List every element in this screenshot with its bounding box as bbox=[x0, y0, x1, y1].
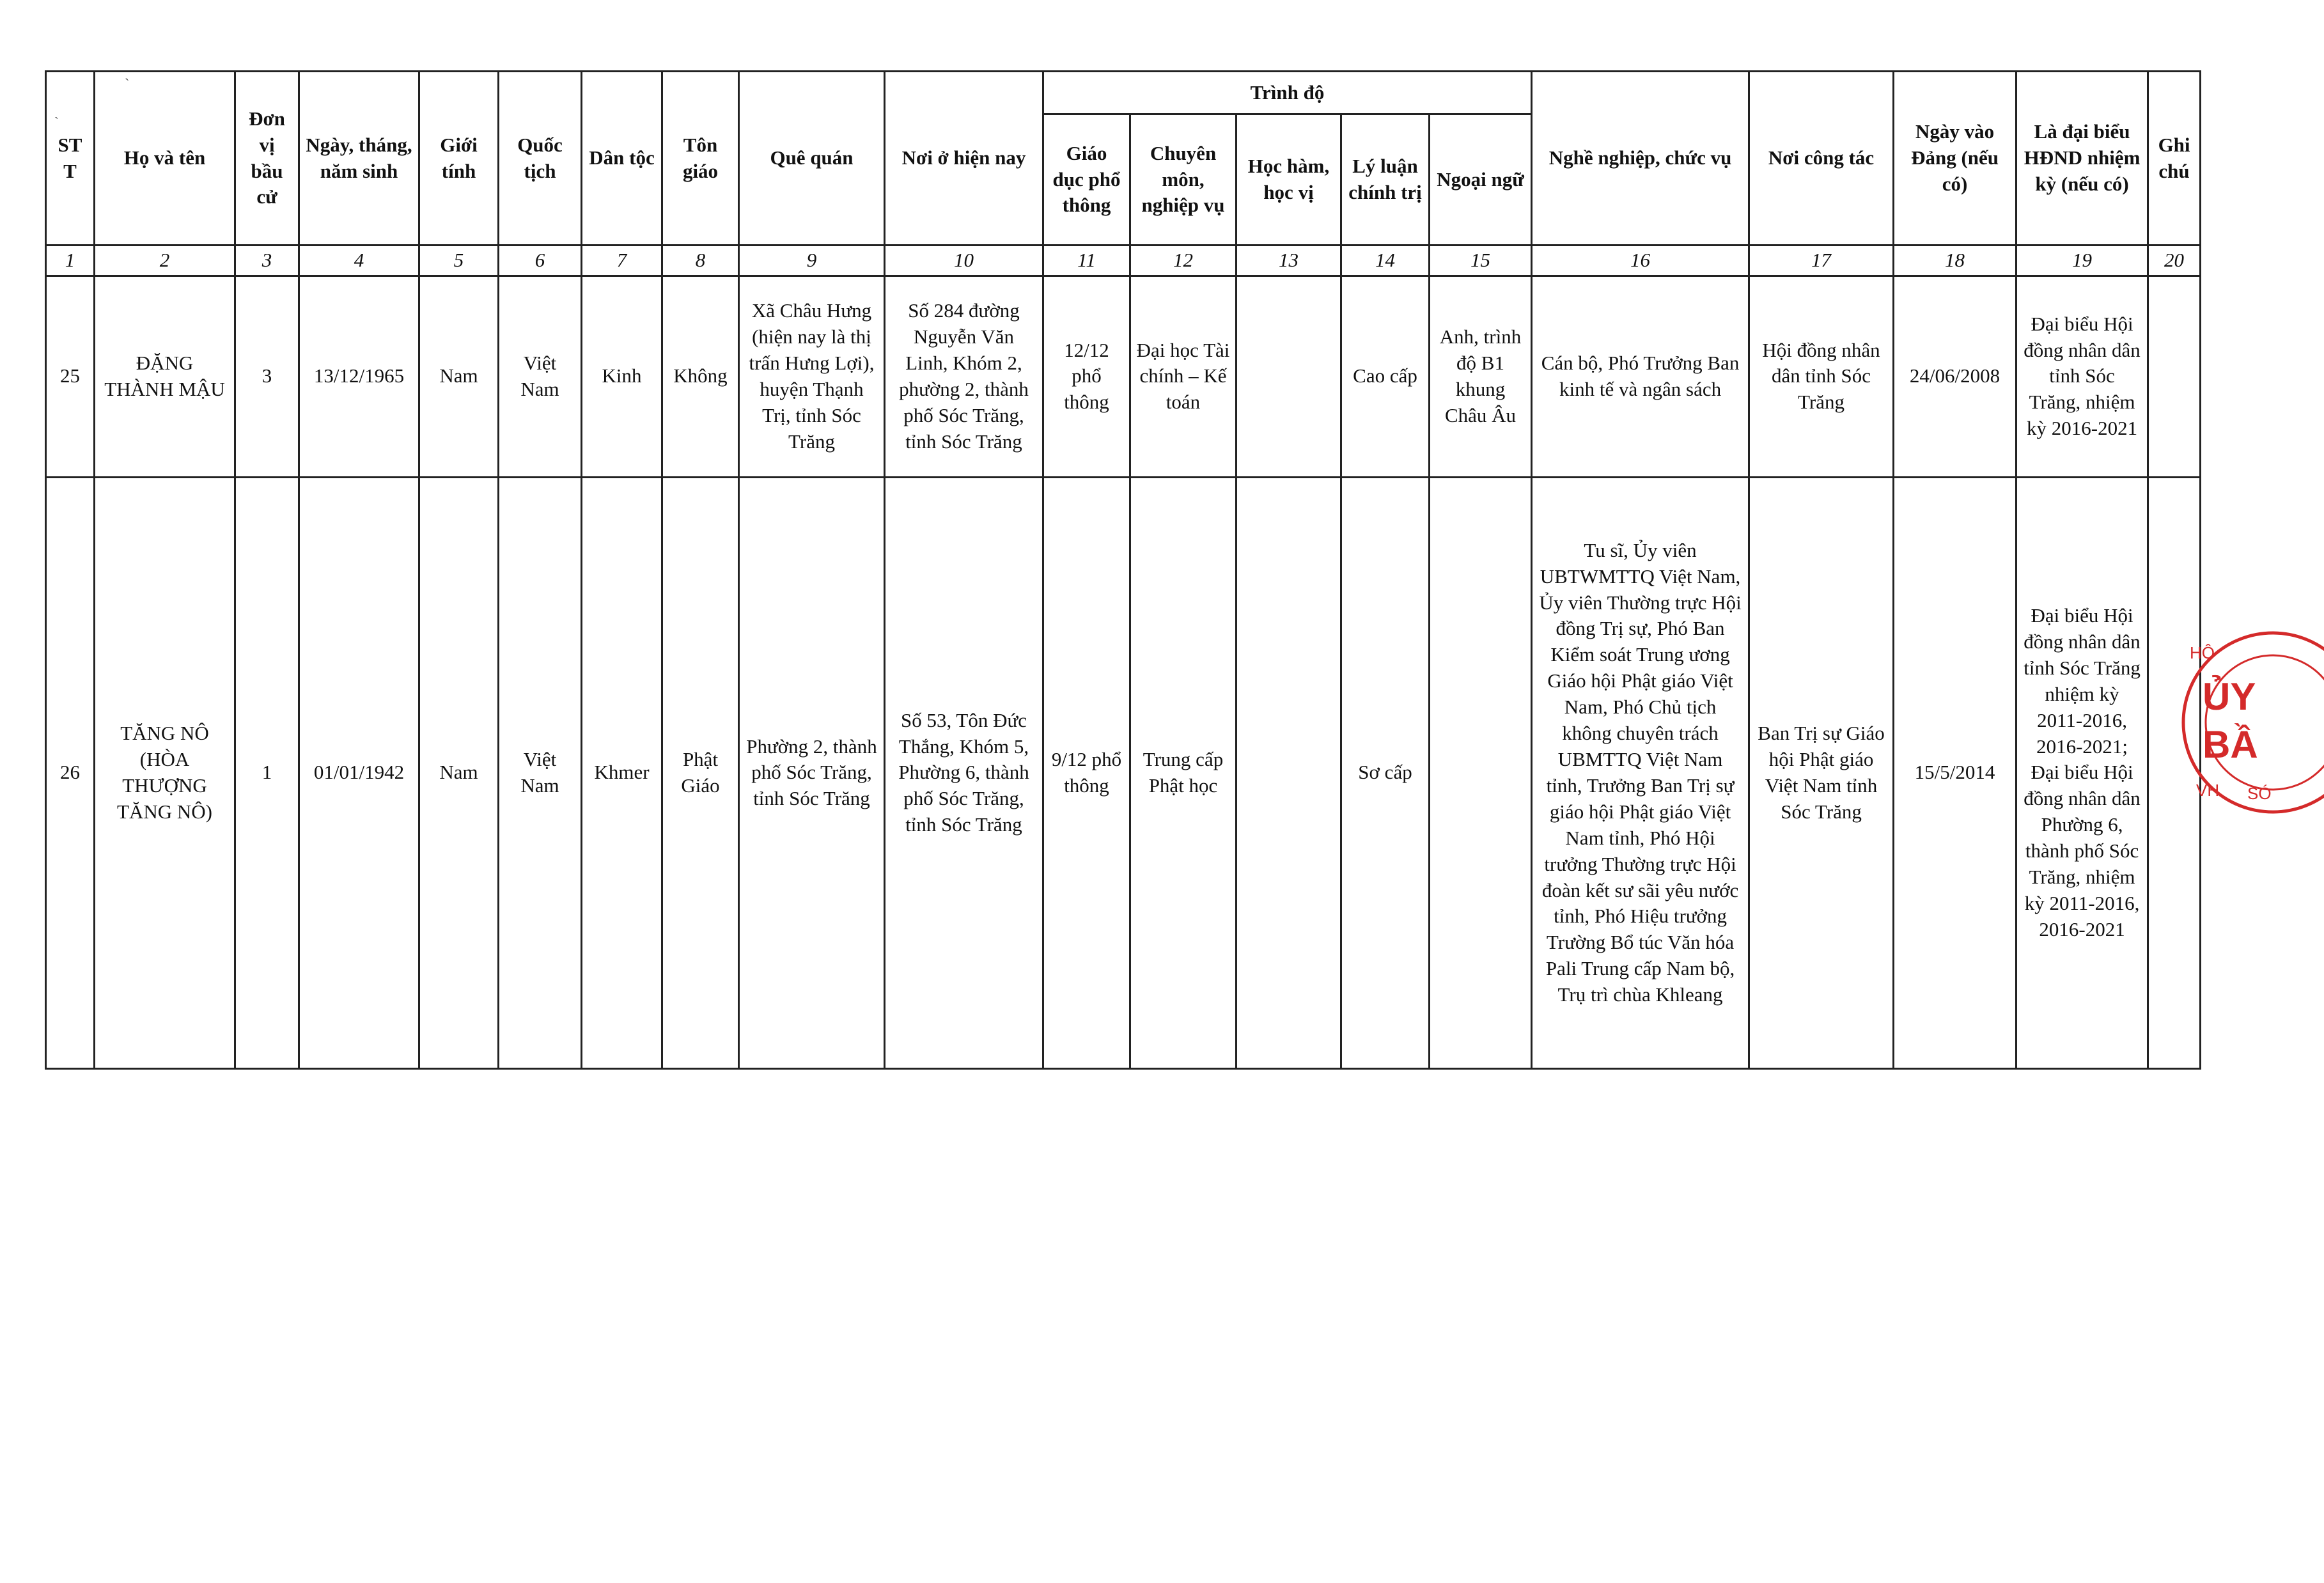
col-header-language: Ngoại ngữ bbox=[1430, 114, 1532, 246]
col-number: 3 bbox=[235, 246, 299, 276]
column-number-row bbox=[46, 246, 2201, 276]
col-header-council: Là đại biểu HĐND nhiệm kỳ (nếu có) bbox=[2016, 72, 2148, 246]
cell-gender: Nam bbox=[419, 276, 499, 477]
table-row bbox=[46, 276, 2201, 477]
cell-council: Đại biểu Hội đồng nhân dân tỉnh Sóc Trăng nhiệm kỳ 2011-2016, 2016-2021; Đại biểu Hội đồng nhân dân Phường 6, thành phố Sóc Trăng, nhiệm kỳ 2011-2016, 2016-2021 bbox=[2016, 477, 2148, 1068]
cell-politics: Cao cấp bbox=[1341, 276, 1430, 477]
cell-name: ĐẶNG THÀNH MẬU bbox=[95, 276, 235, 477]
cell-residence: Số 53, Tôn Đức Thắng, Khóm 5, Phường 6, thành phố Sóc Trăng, tỉnh Sóc Trăng bbox=[885, 477, 1043, 1068]
cell-religion: Phật Giáo bbox=[662, 477, 739, 1068]
cell-politics: Sơ cấp bbox=[1341, 477, 1430, 1068]
cell-dob: 13/12/1965 bbox=[299, 276, 419, 477]
col-header-occupation: Nghề nghiệp, chức vụ bbox=[1532, 72, 1749, 246]
col-header-party-date: Ngày vào Đảng (nếu có) bbox=[1894, 72, 2016, 246]
cell-stt: 25 bbox=[46, 276, 95, 477]
col-header-stt: STT bbox=[46, 72, 95, 246]
seal-graphic bbox=[2171, 627, 2324, 818]
col-header-workplace: Nơi công tác bbox=[1749, 72, 1894, 246]
cell-workplace: Hội đồng nhân dân tỉnh Sóc Trăng bbox=[1749, 276, 1894, 477]
cell-council: Đại biểu Hội đồng nhân dân tỉnh Sóc Trăng, nhiệm kỳ 2016-2021 bbox=[2016, 276, 2148, 477]
col-header-dob: Ngày, tháng, năm sinh bbox=[299, 72, 419, 246]
col-number: 6 bbox=[499, 246, 582, 276]
cell-language: Anh, trình độ B1 khung Châu Âu bbox=[1430, 276, 1532, 477]
col-number: 15 bbox=[1430, 246, 1532, 276]
col-number: 1 bbox=[46, 246, 95, 276]
cell-note bbox=[2148, 276, 2201, 477]
cell-general-edu: 9/12 phổ thông bbox=[1043, 477, 1130, 1068]
col-number: 11 bbox=[1043, 246, 1130, 276]
scan-mark: ˋ bbox=[125, 75, 130, 91]
cell-gender: Nam bbox=[419, 477, 499, 1068]
col-number: 13 bbox=[1236, 246, 1341, 276]
col-number: 4 bbox=[299, 246, 419, 276]
cell-language bbox=[1430, 477, 1532, 1068]
col-header-residence: Nơi ở hiện nay bbox=[885, 72, 1043, 246]
col-header-ethnicity: Dân tộc bbox=[582, 72, 662, 246]
col-number: 16 bbox=[1532, 246, 1749, 276]
cell-nationality: Việt Nam bbox=[499, 276, 582, 477]
col-header-name: Họ và tên bbox=[95, 72, 235, 246]
cell-hometown: Phường 2, thành phố Sóc Trăng, tỉnh Sóc Trăng bbox=[739, 477, 885, 1068]
col-group-trinh-do: Trình độ bbox=[1043, 72, 1532, 114]
col-header-politics: Lý luận chính trị bbox=[1341, 114, 1430, 246]
official-seal-stamp bbox=[2171, 627, 2324, 818]
col-header-nationality: Quốc tịch bbox=[499, 72, 582, 246]
cell-ethnicity: Kinh bbox=[582, 276, 662, 477]
cell-religion: Không bbox=[662, 276, 739, 477]
cell-general-edu: 12/12 phổ thông bbox=[1043, 276, 1130, 477]
col-number: 18 bbox=[1894, 246, 2016, 276]
cell-ethnicity: Khmer bbox=[582, 477, 662, 1068]
col-header-note: Ghi chú bbox=[2148, 72, 2201, 246]
seal-text-ba: BẦ bbox=[2203, 723, 2258, 766]
col-header-hometown: Quê quán bbox=[739, 72, 885, 246]
col-number: 19 bbox=[2016, 246, 2148, 276]
cell-party-date: 24/06/2008 bbox=[1894, 276, 2016, 477]
col-header-general-edu: Giáo dục phổ thông bbox=[1043, 114, 1130, 246]
col-number: 8 bbox=[662, 246, 739, 276]
col-number: 9 bbox=[739, 246, 885, 276]
col-number: 7 bbox=[582, 246, 662, 276]
cell-unit: 1 bbox=[235, 477, 299, 1068]
scan-mark: ˋ bbox=[54, 115, 59, 129]
header-row bbox=[46, 72, 2201, 114]
cell-profession: Đại học Tài chính – Kế toán bbox=[1130, 276, 1236, 477]
cell-residence: Số 284 đường Nguyễn Văn Linh, Khóm 2, phường 2, thành phố Sóc Trăng, tỉnh Sóc Trăng bbox=[885, 276, 1043, 477]
col-number: 20 bbox=[2148, 246, 2201, 276]
col-number: 5 bbox=[419, 246, 499, 276]
cell-academic bbox=[1236, 276, 1341, 477]
cell-workplace: Ban Trị sự Giáo hội Phật giáo Việt Nam tỉnh Sóc Trăng bbox=[1749, 477, 1894, 1068]
col-header-gender: Giới tính bbox=[419, 72, 499, 246]
table-row bbox=[46, 477, 2201, 1068]
cell-dob: 01/01/1942 bbox=[299, 477, 419, 1068]
cell-party-date: 15/5/2014 bbox=[1894, 477, 2016, 1068]
col-header-religion: Tôn giáo bbox=[662, 72, 739, 246]
col-number: 2 bbox=[95, 246, 235, 276]
cell-unit: 3 bbox=[235, 276, 299, 477]
seal-text-so: SÓ bbox=[2247, 784, 2272, 803]
seal-text-uy: ỦY bbox=[2203, 675, 2256, 718]
cell-name: TĂNG NÔ (HÒA THƯỢNG TĂNG NÔ) bbox=[95, 477, 235, 1068]
col-number: 17 bbox=[1749, 246, 1894, 276]
cell-hometown: Xã Châu Hưng (hiện nay là thị trấn Hưng Lợi), huyện Thạnh Trị, tỉnh Sóc Trăng bbox=[739, 276, 885, 477]
seal-text-bottom: VH bbox=[2196, 781, 2220, 800]
cell-profession: Trung cấp Phật học bbox=[1130, 477, 1236, 1068]
cell-occupation: Tu sĩ, Ủy viên UBTWMTTQ Việt Nam, Ủy viên Thường trực Hội đồng Trị sự, Phó Ban Kiểm soát Trung ương Giáo hội Phật giáo Việt Nam, Phó Chủ tịch không chuyên trách UBMTTQ Việt Nam tỉnh, Trưởng Ban Trị sự giáo hội Phật giáo Việt Nam tỉnh, Phó Hội trưởng Thường trực Hội đoàn kết sư sãi yêu nước tỉnh, Phó Hiệu trưởng Trường Bổ túc Văn hóa Pali Trung cấp Nam bộ, Trụ trì chùa Khleang bbox=[1532, 477, 1749, 1068]
col-header-academic: Học hàm, học vị bbox=[1236, 114, 1341, 246]
col-header-unit: Đơn vị bầu cử bbox=[235, 72, 299, 246]
cell-occupation: Cán bộ, Phó Trưởng Ban kinh tế và ngân sách bbox=[1532, 276, 1749, 477]
col-number: 14 bbox=[1341, 246, 1430, 276]
cell-stt: 26 bbox=[46, 477, 95, 1068]
col-number: 12 bbox=[1130, 246, 1236, 276]
col-header-profession: Chuyên môn, nghiệp vụ bbox=[1130, 114, 1236, 246]
col-number: 10 bbox=[885, 246, 1043, 276]
seal-text-top: HỘ bbox=[2190, 643, 2215, 662]
candidate-table bbox=[45, 70, 2201, 1070]
cell-nationality: Việt Nam bbox=[499, 477, 582, 1068]
cell-academic bbox=[1236, 477, 1341, 1068]
